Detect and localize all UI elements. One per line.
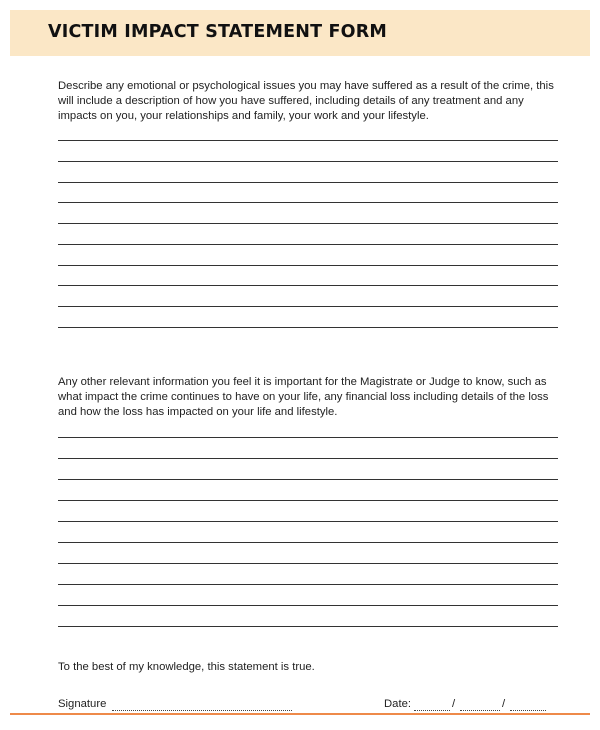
answer-line[interactable]: [58, 542, 558, 543]
date-month-blank[interactable]: [460, 710, 500, 711]
signature-row: [0, 698, 600, 714]
answer-line[interactable]: [58, 306, 558, 307]
section-1-instructions: Describe any emotional or psychological issues you may have suffered as a result of the crime, this will include a description of how you have suffered, including details of any treatment and any impacts on you, your relationships and family, your work and your lifestyle.: [58, 80, 554, 122]
answer-line[interactable]: [58, 605, 558, 606]
answer-line[interactable]: [58, 327, 558, 328]
signature-field[interactable]: [112, 710, 292, 711]
answer-line[interactable]: [58, 140, 558, 141]
section-1-answer-lines[interactable]: [58, 140, 558, 330]
answer-line[interactable]: [58, 265, 558, 266]
answer-line[interactable]: [58, 500, 558, 501]
answer-line[interactable]: [58, 521, 558, 522]
date-separator: /: [502, 698, 506, 710]
section-2-answer-lines[interactable]: [58, 437, 558, 629]
answer-line[interactable]: [58, 626, 558, 627]
date-field[interactable]: [414, 698, 546, 712]
date-label: Date:: [384, 698, 412, 710]
answer-line[interactable]: [58, 458, 558, 459]
answer-line[interactable]: [58, 161, 558, 162]
date-day-blank[interactable]: [414, 710, 450, 711]
answer-line[interactable]: [58, 223, 558, 224]
section-2-instructions: Any other relevant information you feel it is important for the Magistrate or Judge to know, such as what impact the crime continues to have on your life, any financial loss including details of the loss and how the loss has impacted on your life and lifestyle.: [58, 376, 549, 418]
answer-line[interactable]: [58, 479, 558, 480]
date-year-blank[interactable]: [510, 710, 546, 711]
bottom-divider: [10, 713, 590, 715]
answer-line[interactable]: [58, 437, 558, 438]
date-separator: /: [452, 698, 456, 710]
form-title: VICTIM IMPACT STATEMENT FORM: [48, 22, 388, 42]
answer-line[interactable]: [58, 182, 558, 183]
declaration-text: To the best of my knowledge, this statement is true.: [58, 661, 315, 673]
signature-label: Signature: [58, 698, 107, 710]
answer-line[interactable]: [58, 584, 558, 585]
answer-line[interactable]: [58, 563, 558, 564]
answer-line[interactable]: [58, 202, 558, 203]
answer-line[interactable]: [58, 244, 558, 245]
answer-line[interactable]: [58, 285, 558, 286]
